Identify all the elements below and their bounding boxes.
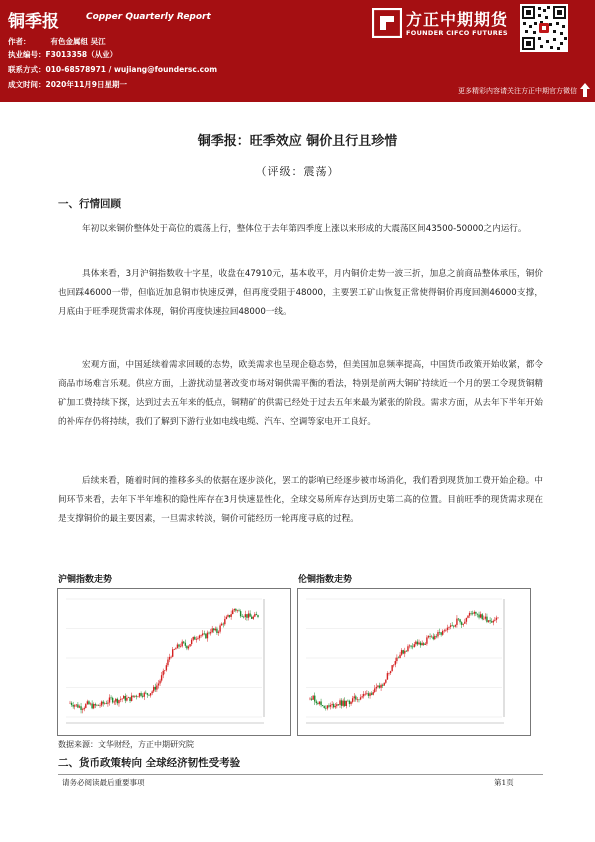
candle-body <box>409 646 410 647</box>
candle-body <box>205 634 206 639</box>
candle-body <box>357 699 358 700</box>
logo-english-name: FOUNDER CIFCO FUTURES <box>406 29 508 37</box>
candle-body <box>79 706 80 707</box>
candle-body <box>139 693 140 697</box>
page-number: 第1页 <box>494 778 514 787</box>
candle-body <box>167 660 168 666</box>
candle-body <box>436 636 437 637</box>
candle-body <box>395 661 396 665</box>
candle-body <box>155 687 156 690</box>
paragraph-2: 具体来看，3月沪铜指数收十字星，收盘在47910元，基本收平，月内铜价走势一波三折，加息之前商品整体承压，铜价也回踩46000一带，但临近加息铜市快速反弹，但再度受阻于48000，主要罢工矿山恢复正常使得铜价再度回测46000支撑，月底由于旺季现货需求体现，铜价再度快速拉回48000一线。 <box>58 269 543 317</box>
wechat-follow-note: 更多精彩内容请关注方正中期官方微信 <box>458 87 577 95</box>
candle-body <box>469 613 470 616</box>
candle-body <box>391 665 392 671</box>
candle-body <box>128 697 129 698</box>
candle-body <box>242 616 243 617</box>
candle-body <box>197 638 198 639</box>
company-logo <box>372 6 512 42</box>
candle-body <box>104 703 105 704</box>
candle-body <box>349 701 350 704</box>
candle-body <box>338 704 339 705</box>
candle-body <box>151 691 152 693</box>
candle-body <box>251 617 252 619</box>
arrow-up-icon <box>579 82 591 98</box>
candle-body <box>215 629 216 631</box>
candle-body <box>235 609 236 611</box>
candle-body <box>407 646 408 651</box>
candle-body <box>396 658 397 661</box>
candle-body <box>331 704 332 705</box>
candle-body <box>404 651 405 654</box>
candle-body <box>218 632 219 633</box>
candle-body <box>445 630 446 631</box>
candle-body <box>369 693 370 696</box>
candle-body <box>368 693 369 696</box>
candle-body <box>95 704 96 705</box>
candle-body <box>399 655 400 658</box>
candle-body <box>74 705 75 706</box>
candle-body <box>475 612 476 614</box>
candle-body <box>322 705 323 706</box>
candle-body <box>88 701 89 704</box>
candle-body <box>238 610 239 611</box>
candle-body <box>123 696 124 699</box>
paragraph-3: 宏观方面，中国延续着需求回暖的态势，欧美需求也呈现企稳态势，但美国加息频率提高，中国货币政策开始收紧，都令商品市场难言乐观。供应方面，上游扰动显著改变市场对铜供需平衡的看法，特别是前两大铜矿持续近一个月的罢工令现货铜精矿加工费持续下探，达到过去五年来的低点，铜精矿的供需已经处于过去五年来最为紧张的阶段。需求方面，从去年下半年开始的补库存仍将持续，我们了解到下游行业如电线电缆、汽车、空调等家电开工良好。 <box>58 360 543 427</box>
candle-body <box>477 614 478 615</box>
candle-body <box>87 701 88 704</box>
candle-body <box>374 688 375 692</box>
chart-title-lme-copper: 伦铜指数走势 <box>298 575 353 585</box>
candle-body <box>372 692 373 695</box>
candle-body <box>423 643 424 645</box>
candle-body <box>358 699 359 700</box>
candle-body <box>142 696 143 697</box>
candle-body <box>376 687 377 689</box>
candle-body <box>137 697 138 698</box>
candle-body <box>480 614 481 617</box>
candle-body <box>118 700 119 703</box>
candle-body <box>121 699 122 700</box>
candle-body <box>71 703 72 705</box>
candle-body <box>497 618 498 619</box>
candle-body <box>159 681 160 684</box>
candle-body <box>366 693 367 694</box>
candle-body <box>398 658 399 659</box>
candle-body <box>335 706 336 707</box>
candle-body <box>403 650 404 653</box>
candle-body <box>352 698 353 702</box>
candle-body <box>491 621 492 622</box>
candle-body <box>126 698 127 701</box>
candle-body <box>431 637 432 638</box>
candle-body <box>101 702 102 706</box>
candle-body <box>461 622 462 625</box>
candle-body <box>433 637 434 640</box>
date-line: 成文时间：2020年11月9日星期一 <box>8 80 128 89</box>
author-line: 作者： 有色金属组 吴江 <box>8 37 106 46</box>
candle-body <box>330 705 331 707</box>
rating-label: （评级：震荡） <box>255 165 340 178</box>
candle-body <box>496 618 497 620</box>
candle-body <box>444 630 445 631</box>
candle-body <box>136 696 137 697</box>
candle-body <box>90 704 91 705</box>
candle-body <box>489 620 490 621</box>
candle-body <box>360 697 361 699</box>
candle-body <box>102 702 103 704</box>
candle-body <box>148 695 149 696</box>
candle-body <box>380 685 381 688</box>
candle-body <box>426 637 427 643</box>
candle-body <box>169 657 170 660</box>
qr-code-icon[interactable] <box>520 4 568 52</box>
candle-body <box>494 620 495 621</box>
candle-body <box>324 706 325 708</box>
candle-body <box>153 687 154 692</box>
candle-body <box>161 675 162 680</box>
candle-body <box>363 694 364 696</box>
candle-body <box>347 701 348 702</box>
candle-body <box>355 696 356 699</box>
logo-chinese-name: 方正中期期货 <box>406 10 509 29</box>
candle-body <box>344 701 345 706</box>
candle-body <box>224 619 225 624</box>
candle-body <box>453 626 454 627</box>
candle-body <box>342 701 343 706</box>
candle-body <box>180 646 181 647</box>
candle-body <box>120 699 121 700</box>
candle-body <box>158 684 159 686</box>
candle-body <box>181 642 182 647</box>
report-subtitle-header: Copper Quarterly Report <box>86 12 211 22</box>
candle-body <box>240 611 241 616</box>
candle-body <box>76 704 77 705</box>
candle-body <box>91 704 92 709</box>
candle-body <box>365 694 366 695</box>
chart-title-shfe-copper: 沪铜指数走势 <box>58 575 113 585</box>
candle-body <box>417 642 418 645</box>
candle-body <box>254 614 255 617</box>
license-line: 执业编号：F3013358（从业） <box>8 50 118 59</box>
candle-body <box>109 698 110 703</box>
candle-body <box>447 628 448 630</box>
data-source-note: 数据来源：文华财经，方正中期研究院 <box>58 740 194 749</box>
candle-body <box>96 705 97 706</box>
candle-body <box>193 637 194 640</box>
candle-body <box>84 708 85 709</box>
candle-body <box>312 696 313 700</box>
candle-body <box>106 703 107 704</box>
candle-body <box>134 696 135 697</box>
candle-body <box>382 685 383 686</box>
candle-body <box>246 614 247 618</box>
candle-body <box>486 617 487 622</box>
candle-body <box>204 634 205 635</box>
candle-body <box>166 665 167 670</box>
candle-body <box>320 701 321 705</box>
candle-body <box>112 698 113 703</box>
report-header <box>0 0 595 102</box>
candle-body <box>458 619 459 620</box>
candle-body <box>98 705 99 706</box>
candle-body <box>387 673 388 679</box>
candle-body <box>194 637 195 640</box>
candle-body <box>412 647 413 648</box>
candle-body <box>437 632 438 636</box>
candle-body <box>110 698 111 699</box>
candle-body <box>229 615 230 617</box>
candle-body <box>189 644 190 646</box>
candle-body <box>354 696 355 698</box>
candle-body <box>439 632 440 633</box>
candle-body <box>451 625 452 626</box>
candle-body <box>316 701 317 703</box>
candle-body <box>117 699 118 703</box>
candle-body <box>456 619 457 625</box>
candle-body <box>245 614 246 617</box>
candle-body <box>410 646 411 647</box>
candle-body <box>339 700 340 705</box>
candle-body <box>311 699 312 700</box>
candle-body <box>223 624 224 625</box>
candle-body <box>418 643 419 645</box>
candle-body <box>213 628 214 630</box>
candle-body <box>257 615 258 617</box>
candle-body <box>325 708 326 709</box>
candle-body <box>115 699 116 702</box>
candle-body <box>393 665 394 666</box>
candle-body <box>69 703 70 704</box>
candle-body <box>178 645 179 647</box>
candle-body <box>211 628 212 632</box>
logo-mark-icon <box>372 8 402 38</box>
candle-body <box>77 704 78 707</box>
candle-body <box>478 615 479 618</box>
candle-body <box>482 614 483 619</box>
candle-body <box>483 619 484 620</box>
candle-body <box>227 615 228 617</box>
candle-body <box>421 643 422 645</box>
candle-body <box>377 686 378 687</box>
candle-body <box>450 625 451 627</box>
candle-body <box>455 625 456 627</box>
candle-body <box>85 704 86 708</box>
candle-body <box>328 705 329 706</box>
candle-body <box>80 706 81 710</box>
candle-body <box>472 613 473 614</box>
candle-body <box>207 633 208 639</box>
candle-body <box>414 644 415 647</box>
candle-body <box>415 642 416 645</box>
candle-body <box>440 632 441 634</box>
candle-body <box>249 614 250 617</box>
chart-lme-copper <box>297 588 531 736</box>
candle-body <box>314 696 315 702</box>
candle-body <box>188 646 189 648</box>
candle-body <box>459 619 460 622</box>
candle-body <box>319 701 320 703</box>
candle-body <box>384 683 385 686</box>
candle-body <box>474 612 475 614</box>
candle-body <box>131 696 132 701</box>
candle-body <box>470 613 471 614</box>
candle-body <box>185 643 186 646</box>
candle-body <box>82 709 83 710</box>
candle-body <box>174 649 175 650</box>
candle-body <box>208 633 209 634</box>
candle-body <box>170 657 171 658</box>
candle-body <box>442 631 443 635</box>
candle-body <box>125 696 126 701</box>
candle-body <box>99 705 100 706</box>
candle-body <box>72 705 73 707</box>
candle-body <box>253 617 254 619</box>
candle-body <box>341 700 342 705</box>
candle-body <box>186 646 187 649</box>
candle-body <box>463 624 464 625</box>
candle-body <box>488 620 489 622</box>
candle-body <box>429 636 430 637</box>
candle-body <box>464 622 465 624</box>
footer-divider <box>58 774 543 775</box>
candle-body <box>327 705 328 708</box>
candle-body <box>243 617 244 618</box>
candle-body <box>140 693 141 696</box>
report-title: 铜季报：旺季效应 铜价且行且珍惜 <box>197 134 398 149</box>
candle-body <box>200 635 201 636</box>
candle-body <box>191 640 192 644</box>
candle-body <box>129 697 130 701</box>
report-title-header: 铜季报 <box>8 12 59 32</box>
candle-body <box>309 699 310 700</box>
candle-body <box>93 704 94 708</box>
candle-body <box>114 702 115 703</box>
chart-svg-shfe <box>58 589 290 735</box>
candle-body <box>219 625 220 631</box>
candle-body <box>420 643 421 646</box>
candle-body <box>448 627 449 628</box>
candle-body <box>164 670 165 671</box>
candle-body <box>401 650 402 655</box>
candle-body <box>256 614 257 615</box>
candle-body <box>493 621 494 623</box>
candle-body <box>485 617 486 619</box>
candle-body <box>361 696 362 697</box>
candle-body <box>428 636 429 637</box>
candle-body <box>144 693 145 697</box>
candle-body <box>385 680 386 683</box>
section-heading-monetary-policy: 二、货币政策转向 全球经济韧性受考验 <box>58 757 241 769</box>
candle-body <box>390 671 391 673</box>
candle-body <box>350 702 351 704</box>
paragraph-1: 年初以来铜价整体处于高位的震荡上行，整体位于去年第四季度上涨以来形成的大震荡区间43500-50000之内运行。 <box>82 224 527 234</box>
candle-body <box>346 701 347 706</box>
candle-body <box>317 703 318 704</box>
candle-body <box>234 609 235 610</box>
candle-body <box>221 624 222 626</box>
candle-body <box>199 635 200 638</box>
candle-body <box>177 645 178 649</box>
candle-body <box>183 642 184 643</box>
paragraph-4: 后续来看，随着时间的推移多头的依据在逐步淡化，罢工的影响已经逐步被市场消化，我们看到现货加工费开始企稳。中间环节来看，去年下半年堆积的隐性库存在3月快速显性化，全球交易所库存达到历史第二高的位置。目前旺季的现货需求现在是支撑铜价的最主要因素，一旦需求转淡，铜价可能经历一轮再度寻底的过程。 <box>58 476 543 524</box>
candle-body <box>425 644 426 645</box>
candle-body <box>132 696 133 697</box>
candle-body <box>388 673 389 674</box>
candle-body <box>147 693 148 695</box>
candle-body <box>379 686 380 688</box>
candle-body <box>163 671 164 675</box>
candle-body <box>175 648 176 649</box>
candle-body <box>150 693 151 695</box>
candle-body <box>107 703 108 704</box>
candle-body <box>333 704 334 707</box>
candle-body <box>202 634 203 636</box>
chart-shfe-copper <box>57 588 291 736</box>
candle-body <box>336 704 337 706</box>
candle-body <box>237 610 238 611</box>
contact-line: 联系方式：010-68578971 / wujiang@foundersc.com <box>8 65 218 74</box>
candle-body <box>216 629 217 633</box>
section-heading-market-review: 一、行情回顾 <box>58 198 121 210</box>
candle-body <box>406 651 407 652</box>
candle-body <box>467 616 468 618</box>
candle-body <box>466 618 467 622</box>
candle-body <box>210 632 211 633</box>
candle-body <box>230 614 231 617</box>
chart-svg-lme <box>298 589 530 735</box>
candle-body <box>172 649 173 656</box>
candle-body <box>156 685 157 689</box>
candle-body <box>248 614 249 618</box>
candle-body <box>145 693 146 694</box>
candle-body <box>232 610 233 614</box>
candle-body <box>226 617 227 619</box>
candle-body <box>196 639 197 640</box>
footer-disclaimer: 请务必阅读最后重要事项 <box>62 778 145 787</box>
candle-body <box>371 693 372 695</box>
candle-body <box>434 636 435 639</box>
